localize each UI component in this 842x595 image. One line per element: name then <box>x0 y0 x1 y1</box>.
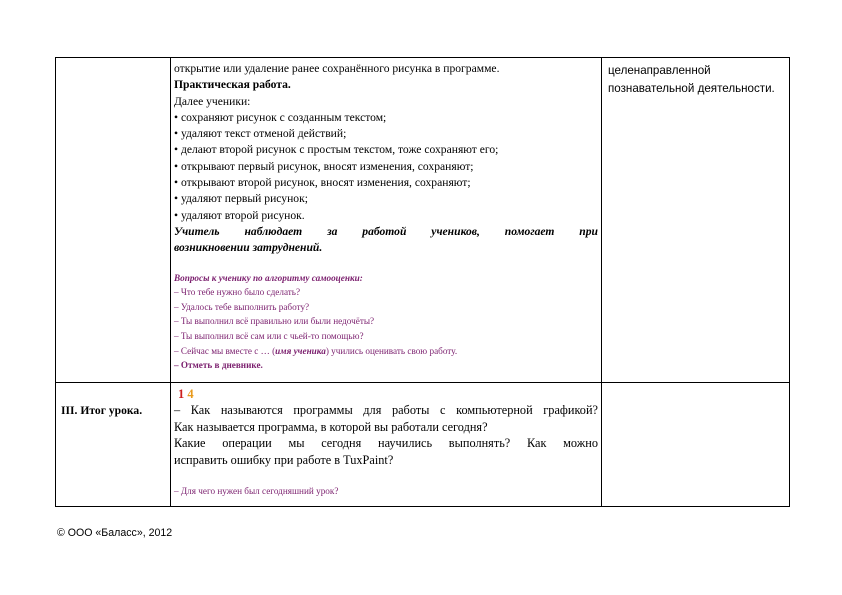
stage-label: III. Итог урока. <box>61 404 143 417</box>
question-item: – Что тебе нужно было сделать? <box>174 287 301 298</box>
summary-question: Какие операции мы сегодня научились выполнять? Как можно <box>174 436 598 450</box>
list-item: • делают второй рисунок с простым текстом, тоже сохраняют его; <box>174 143 499 157</box>
teacher-note: Учитель наблюдает за работой учеников, помогает при <box>174 224 598 238</box>
question-item: – Ты выполнил всё правильно или были недочёты? <box>174 316 375 327</box>
list-item: • удаляют второй рисунок. <box>174 208 305 222</box>
list-item: • открывают первый рисунок, вносят изменения, сохраняют; <box>174 159 474 173</box>
activity-cell <box>171 58 602 383</box>
table-row <box>56 58 790 383</box>
outcome-cell <box>602 58 790 383</box>
list-item: • сохраняют рисунок с созданным текстом; <box>174 110 387 124</box>
teacher-note-cont: возникновении затруднений. <box>174 241 323 255</box>
final-question: – Для чего нужен был сегодняшний урок? <box>174 486 339 496</box>
diary-line: – Отметь в дневнике. <box>174 360 263 371</box>
marker-number-red: 1 <box>178 387 185 401</box>
questions-title: Вопросы к ученику по алгоритму самооценки: <box>174 272 363 283</box>
practical-heading: Практическая работа. <box>174 78 291 92</box>
lesson-plan-table <box>55 57 790 507</box>
stage-cell <box>56 383 171 507</box>
students-line: Далее ученики: <box>174 94 251 108</box>
question-item: – Ты выполнил всё сам или с чьей-то помощью? <box>174 330 364 341</box>
list-item: • удаляют первый рисунок; <box>174 192 308 206</box>
intro-line: открытие или удаление ранее сохранённого рисунка в программе. <box>174 62 500 75</box>
list-item: • открывают второй рисунок, вносят изменения, сохраняют; <box>174 176 471 190</box>
activity-cell <box>171 383 602 507</box>
list-item: • удаляют текст отменой действий; <box>174 127 347 141</box>
summary-question: исправить ошибку при работе в TuxPaint? <box>174 452 394 467</box>
summary-question: Как называется программа, в которой вы работали сегодня? <box>174 419 488 434</box>
copyright-footer: © ООО «Баласс», 2012 <box>57 527 173 539</box>
stage-cell <box>56 58 171 383</box>
summary-question: – Как называются программы для работы с компьютерной графикой? <box>174 403 598 417</box>
marker-numbers <box>174 386 598 402</box>
table-row <box>56 383 790 507</box>
outcome-cell <box>602 383 790 507</box>
outcome-text: целенаправленной познавательной деятельности. <box>608 64 775 96</box>
marker-number-orange: 4 <box>187 387 194 401</box>
question-item: – Удалось тебе выполнить работу? <box>174 301 310 312</box>
together-line: – Сейчас мы вместе с … (имя ученика) учились оценивать свою работу. <box>174 345 458 356</box>
